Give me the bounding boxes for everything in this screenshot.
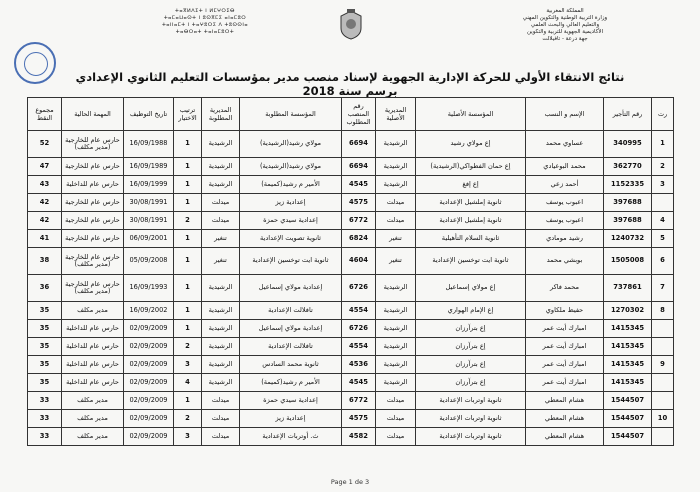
- table-cell-job: حارس عام للداخلية: [62, 176, 124, 194]
- table-cell-req: إعدادية سيدي حمزة: [240, 212, 342, 230]
- table-cell-job: مدير مكلف: [62, 392, 124, 410]
- table-cell-post: 6726: [342, 320, 376, 338]
- table-cell-rank: 1: [174, 392, 202, 410]
- table-cell-orig_dir: ميدلت: [376, 194, 416, 212]
- column-header: رت: [652, 98, 674, 131]
- table-cell-date: 16/09/1989: [124, 158, 174, 176]
- table-cell-rank: 1: [174, 194, 202, 212]
- table-row: [28, 158, 674, 176]
- table-header-row: [28, 98, 674, 131]
- table-cell-orig_dir: الرشيدية: [376, 275, 416, 302]
- table-cell-date: 02/09/2009: [124, 374, 174, 392]
- table-cell-req_dir: تنغير: [202, 248, 240, 275]
- column-header: المديرية الأصلية: [376, 98, 416, 131]
- table-cell-rt: 6: [652, 248, 674, 275]
- header-arabic-text: [470, 8, 660, 43]
- table-row: [28, 275, 674, 302]
- coat-of-arms-icon: [334, 8, 368, 42]
- table-cell-date: 16/09/2002: [124, 302, 174, 320]
- table-cell-req_dir: الرشيدية: [202, 302, 240, 320]
- table-cell-post: 4582: [342, 428, 376, 446]
- column-header: رقم المنصب المطلوب: [342, 98, 376, 131]
- column-header: تاريخ التوظيف: [124, 98, 174, 131]
- table-row: [28, 194, 674, 212]
- table-cell-date: 02/09/2009: [124, 392, 174, 410]
- table-cell-job: حارس عام للداخلية: [62, 374, 124, 392]
- table-cell-req_dir: الرشيدية: [202, 158, 240, 176]
- table-row: [28, 248, 674, 275]
- table-cell-job: حارس عام للداخلية: [62, 320, 124, 338]
- table-cell-date: 30/08/1991: [124, 212, 174, 230]
- table-cell-job: حارس عام للخارجية: [62, 158, 124, 176]
- table-cell-orig: إع بترآرزان: [416, 320, 526, 338]
- document-title: نتائج الانتقاء الأولي للحركة الإدارية الجهوية لإسناد منصب مدير بمؤسسات التعليم الثانوي الإعدادي برسم سنة 2018: [75, 70, 625, 98]
- table-row: [28, 212, 674, 230]
- table-cell-id: 1270302: [604, 302, 652, 320]
- table-cell-orig: إع إفغ: [416, 176, 526, 194]
- column-header: المؤسسة الأصلية: [416, 98, 526, 131]
- table-cell-orig_dir: تنغير: [376, 248, 416, 275]
- table-cell-job: حارس عام للخارجية: [62, 212, 124, 230]
- table-cell-rank: 1: [174, 248, 202, 275]
- table-cell-req_dir: تنغير: [202, 230, 240, 248]
- table-cell-name: اعبوب يوسف: [526, 194, 604, 212]
- header-right-line: المملكة المغربية: [546, 8, 584, 14]
- table-cell-orig: ثانوية إملشيل الإعدادية: [416, 194, 526, 212]
- table-row: [28, 230, 674, 248]
- table-cell-req_dir: الرشيدية: [202, 356, 240, 374]
- table-cell-orig: إع حمان الفطواكي(الرشيدية): [416, 158, 526, 176]
- table-cell-rank: 1: [174, 158, 202, 176]
- table-cell-rt: 4: [652, 212, 674, 230]
- table-cell-req_dir: ميدلت: [202, 392, 240, 410]
- table-cell-post: 4554: [342, 338, 376, 356]
- table-cell-name: حفيظ ملكاوي: [526, 302, 604, 320]
- table-cell-req_dir: الرشيدية: [202, 338, 240, 356]
- table-cell-rank: 2: [174, 410, 202, 428]
- column-header: المهمة الحالية: [62, 98, 124, 131]
- table-cell-pts: 36: [28, 275, 62, 302]
- table-cell-job: مدير مكلف: [62, 302, 124, 320]
- table-cell-req: إعدادية زيز: [240, 410, 342, 428]
- table-cell-date: 02/09/2009: [124, 320, 174, 338]
- table-cell-pts: 41: [28, 230, 62, 248]
- table-cell-orig: إع مولاي إسماعيل: [416, 275, 526, 302]
- table-cell-req: ث. أوتربات الإعدادية: [240, 428, 342, 446]
- table-cell-rank: 1: [174, 230, 202, 248]
- header-amazigh-text: [100, 8, 310, 36]
- table-cell-rank: 3: [174, 356, 202, 374]
- table-cell-id: 1544507: [604, 410, 652, 428]
- table-cell-name: بوبشي محمد: [526, 248, 604, 275]
- table-cell-post: 4575: [342, 194, 376, 212]
- table-cell-post: 4536: [342, 356, 376, 374]
- table-cell-id: 1415345: [604, 320, 652, 338]
- table-cell-pts: 35: [28, 320, 62, 338]
- table-cell-id: 340995: [604, 131, 652, 158]
- table-cell-rt: [652, 194, 674, 212]
- table-cell-name: امبارك أيت عمر: [526, 356, 604, 374]
- table-cell-req: إعدادية زيز: [240, 194, 342, 212]
- table-cell-req_dir: ميدلت: [202, 428, 240, 446]
- table-cell-orig_dir: الرشيدية: [376, 320, 416, 338]
- table-cell-post: 6694: [342, 131, 376, 158]
- table-cell-orig_dir: الرشيدية: [376, 176, 416, 194]
- table-cell-rank: 2: [174, 338, 202, 356]
- table-cell-orig_dir: تنغير: [376, 230, 416, 248]
- table-cell-id: 1544507: [604, 428, 652, 446]
- table-cell-req: ثانوية تصويت الإعدادية: [240, 230, 342, 248]
- table-cell-pts: 42: [28, 194, 62, 212]
- table-cell-orig: إع بترآرزان: [416, 374, 526, 392]
- results-table: [27, 97, 674, 446]
- table-cell-post: 6772: [342, 392, 376, 410]
- table-cell-id: 397688: [604, 194, 652, 212]
- table-cell-orig: ثانوية اوتربات الإعدادية: [416, 428, 526, 446]
- table-cell-id: 362770: [604, 158, 652, 176]
- header-left-line: ⵜⴰⴱⵔⴰⵜ ⵜⴰⵏⴰⵎⵓⵔⵜ: [175, 29, 235, 35]
- header-right-line: وزارة التربية الوطنية والتكوين المهني: [522, 15, 608, 21]
- table-cell-req: إعدادية مولاي إسماعيل: [240, 275, 342, 302]
- table-cell-rt: 9: [652, 356, 674, 374]
- table-cell-job: حارس عام للخارجية: [62, 230, 124, 248]
- table-cell-req_dir: الرشيدية: [202, 176, 240, 194]
- table-cell-pts: 47: [28, 158, 62, 176]
- table-row: [28, 176, 674, 194]
- table-cell-post: 4545: [342, 176, 376, 194]
- table-cell-rank: 1: [174, 131, 202, 158]
- table-cell-req: تافلالت الإعدادية: [240, 338, 342, 356]
- table-cell-name: هشام المعطي: [526, 392, 604, 410]
- table-cell-id: 397688: [604, 212, 652, 230]
- table-cell-id: 1240732: [604, 230, 652, 248]
- table-cell-pts: 43: [28, 176, 62, 194]
- table-cell-post: 4604: [342, 248, 376, 275]
- table-cell-req_dir: الرشيدية: [202, 275, 240, 302]
- table-cell-date: 05/09/2008: [124, 248, 174, 275]
- table-cell-orig_dir: الرشيدية: [376, 158, 416, 176]
- table-cell-orig: إع بترآرزان: [416, 338, 526, 356]
- table-cell-rt: [652, 428, 674, 446]
- column-header: المؤسسة المطلوبة: [240, 98, 342, 131]
- table-cell-orig_dir: ميدلت: [376, 410, 416, 428]
- table-cell-orig: إع الإمام الهواري: [416, 302, 526, 320]
- table-cell-post: 4554: [342, 302, 376, 320]
- table-cell-id: 1505008: [604, 248, 652, 275]
- table-cell-rank: 3: [174, 428, 202, 446]
- table-cell-rank: 1: [174, 320, 202, 338]
- column-header: المديرية المطلوبة: [202, 98, 240, 131]
- table-cell-date: 02/09/2009: [124, 338, 174, 356]
- table-cell-name: هشام المعطي: [526, 410, 604, 428]
- header-right-line: الأكاديمية الجهوية للتربية والتكوين: [526, 29, 604, 35]
- table-cell-req_dir: الرشيدية: [202, 320, 240, 338]
- table-cell-req: مولاي رشيد(الرشيدية): [240, 158, 342, 176]
- table-cell-rt: 3: [652, 176, 674, 194]
- table-cell-rt: [652, 392, 674, 410]
- table-cell-id: 1152335: [604, 176, 652, 194]
- table-cell-orig: إع مولاي رشيد: [416, 131, 526, 158]
- table-cell-req_dir: الرشيدية: [202, 374, 240, 392]
- table-cell-orig_dir: ميدلت: [376, 428, 416, 446]
- page-number: Page 1 de 3: [330, 478, 370, 486]
- table-cell-post: 6824: [342, 230, 376, 248]
- table-cell-rt: 10: [652, 410, 674, 428]
- column-header: الإسم و النسب: [526, 98, 604, 131]
- header-right-line: جهة درعة - تافيلالت: [542, 36, 588, 42]
- table-cell-rank: 4: [174, 374, 202, 392]
- table-cell-post: 4575: [342, 410, 376, 428]
- table-cell-pts: 35: [28, 338, 62, 356]
- table-cell-req_dir: الرشيدية: [202, 131, 240, 158]
- table-cell-rt: 7: [652, 275, 674, 302]
- table-cell-name: محمد البوعيادي: [526, 158, 604, 176]
- table-cell-rt: [652, 374, 674, 392]
- table-cell-id: 1415345: [604, 374, 652, 392]
- table-cell-rank: 1: [174, 275, 202, 302]
- table-cell-date: 02/09/2009: [124, 428, 174, 446]
- table-cell-date: 02/09/2009: [124, 356, 174, 374]
- column-header: رقم التأجير: [604, 98, 652, 131]
- table-cell-pts: 35: [28, 374, 62, 392]
- table-cell-rt: 2: [652, 158, 674, 176]
- table-cell-rt: [652, 320, 674, 338]
- table-cell-orig_dir: الرشيدية: [376, 356, 416, 374]
- table-cell-req_dir: ميدلت: [202, 212, 240, 230]
- table-cell-job: حارس عام للداخلية: [62, 338, 124, 356]
- table-cell-req: إعدادية مولاي إسماعيل: [240, 320, 342, 338]
- table-cell-job: حارس عام للخارجية (مدير مكلف): [62, 248, 124, 275]
- table-row: [28, 320, 674, 338]
- table-cell-date: 06/09/2001: [124, 230, 174, 248]
- table-cell-name: اعبوب يوسف: [526, 212, 604, 230]
- table-cell-orig_dir: ميدلت: [376, 212, 416, 230]
- table-cell-rank: 2: [174, 212, 202, 230]
- table-cell-rt: 1: [652, 131, 674, 158]
- table-row: [28, 410, 674, 428]
- table-cell-post: 6726: [342, 275, 376, 302]
- table-cell-job: حارس عام للداخلية: [62, 356, 124, 374]
- table-cell-name: امبارك أيت عمر: [526, 374, 604, 392]
- table-cell-name: هشام المعطي: [526, 428, 604, 446]
- table-cell-post: 4545: [342, 374, 376, 392]
- table-cell-pts: 33: [28, 392, 62, 410]
- table-cell-id: 737861: [604, 275, 652, 302]
- table-row: [28, 338, 674, 356]
- header-left-line: ⵜⴰⵏⵏⴰⵎⵜ ⵏ ⵜⴰⵖⵓⵔⵉ ⴷ ⵜⵓⵙⵙⵏⴰ: [161, 22, 249, 28]
- table-cell-pts: 38: [28, 248, 62, 275]
- table-cell-orig_dir: الرشيدية: [376, 131, 416, 158]
- table-cell-rank: 1: [174, 302, 202, 320]
- table-cell-name: محمد فاكر: [526, 275, 604, 302]
- table-cell-req_dir: ميدلت: [202, 410, 240, 428]
- table-row: [28, 131, 674, 158]
- header-left-line: ⵜⴰⴳⵍⴷⵉⵜ ⵏ ⵍⵎⵖⵔⵉⴱ: [175, 8, 235, 14]
- table-cell-pts: 35: [28, 356, 62, 374]
- table-cell-pts: 35: [28, 302, 62, 320]
- column-header: ترتيب الاختيار: [174, 98, 202, 131]
- table-cell-job: حارس عام للخارجية: [62, 194, 124, 212]
- table-cell-orig: ثانوية إملشيل الإعدادية: [416, 212, 526, 230]
- column-header: مجموع النقط: [28, 98, 62, 131]
- table-cell-date: 16/09/1993: [124, 275, 174, 302]
- table-cell-req: تافلالت الإعدادية: [240, 302, 342, 320]
- table-row: [28, 302, 674, 320]
- table-cell-orig: ثانوية اوتربات الإعدادية: [416, 392, 526, 410]
- table-cell-orig: ثانوية ايت توخسين الإعدادية: [416, 248, 526, 275]
- table-cell-pts: 52: [28, 131, 62, 158]
- table-cell-name: رشيد مومادي: [526, 230, 604, 248]
- table-cell-orig_dir: الرشيدية: [376, 374, 416, 392]
- table-cell-date: 16/09/1988: [124, 131, 174, 158]
- table-cell-post: 6772: [342, 212, 376, 230]
- table-cell-pts: 33: [28, 428, 62, 446]
- table-cell-rt: 8: [652, 302, 674, 320]
- table-cell-req: ثانوية ايت توخسين الإعدادية: [240, 248, 342, 275]
- table-cell-orig_dir: الرشيدية: [376, 302, 416, 320]
- header-left-line: ⵜⴰⵎⴰⵡⴰⵙⵜ ⵏ ⵓⵙⴳⵎⵉ ⴰⵏⴰⵎⵓⵔ: [163, 15, 247, 21]
- table-cell-date: 16/09/1999: [124, 176, 174, 194]
- table-cell-req: مولاي رشيد(الرشيدية): [240, 131, 342, 158]
- table-cell-req: إعدادية سيدي حمزة: [240, 392, 342, 410]
- table-row: [28, 356, 674, 374]
- table-cell-name: امبارك أيت عمر: [526, 338, 604, 356]
- table-cell-date: 30/08/1991: [124, 194, 174, 212]
- header-right-line: والتعليم العالي والبحث العلمي: [530, 22, 600, 28]
- table-cell-id: 1544507: [604, 392, 652, 410]
- table-cell-rank: 1: [174, 176, 202, 194]
- table-row: [28, 392, 674, 410]
- table-cell-name: عساوي محمد: [526, 131, 604, 158]
- table-cell-req: الأمير م رشيد(كميمة): [240, 374, 342, 392]
- table-cell-orig: إع بترآرزان: [416, 356, 526, 374]
- table-cell-rt: 5: [652, 230, 674, 248]
- table-cell-id: 1415345: [604, 338, 652, 356]
- table-cell-date: 02/09/2009: [124, 410, 174, 428]
- table-row: [28, 428, 674, 446]
- table-cell-orig_dir: ميدلت: [376, 392, 416, 410]
- table-cell-orig: ثانوية السلام التأهيلية: [416, 230, 526, 248]
- table-cell-name: أحمد زعي: [526, 176, 604, 194]
- table-cell-job: حارس عام للخارجية (مدير مكلف): [62, 131, 124, 158]
- table-cell-req_dir: ميدلت: [202, 194, 240, 212]
- table-cell-id: 1415345: [604, 356, 652, 374]
- table-cell-pts: 33: [28, 410, 62, 428]
- table-cell-post: 6694: [342, 158, 376, 176]
- table-cell-job: حارس عام للخارجية (مدير مكلف): [62, 275, 124, 302]
- table-cell-req: الأمير م رشيد(كميمة): [240, 176, 342, 194]
- table-row: [28, 374, 674, 392]
- table-body: [28, 131, 674, 446]
- table-cell-orig_dir: الرشيدية: [376, 338, 416, 356]
- table-cell-job: مدير مكلف: [62, 410, 124, 428]
- table-cell-job: مدير مكلف: [62, 428, 124, 446]
- table-cell-req: ثانوية محمد السادس: [240, 356, 342, 374]
- table-cell-rt: [652, 338, 674, 356]
- table-cell-pts: 42: [28, 212, 62, 230]
- official-stamp: [14, 42, 56, 84]
- table-cell-orig: ثانوية اوتربات الإعدادية: [416, 410, 526, 428]
- table-cell-name: امبارك أيت عمر: [526, 320, 604, 338]
